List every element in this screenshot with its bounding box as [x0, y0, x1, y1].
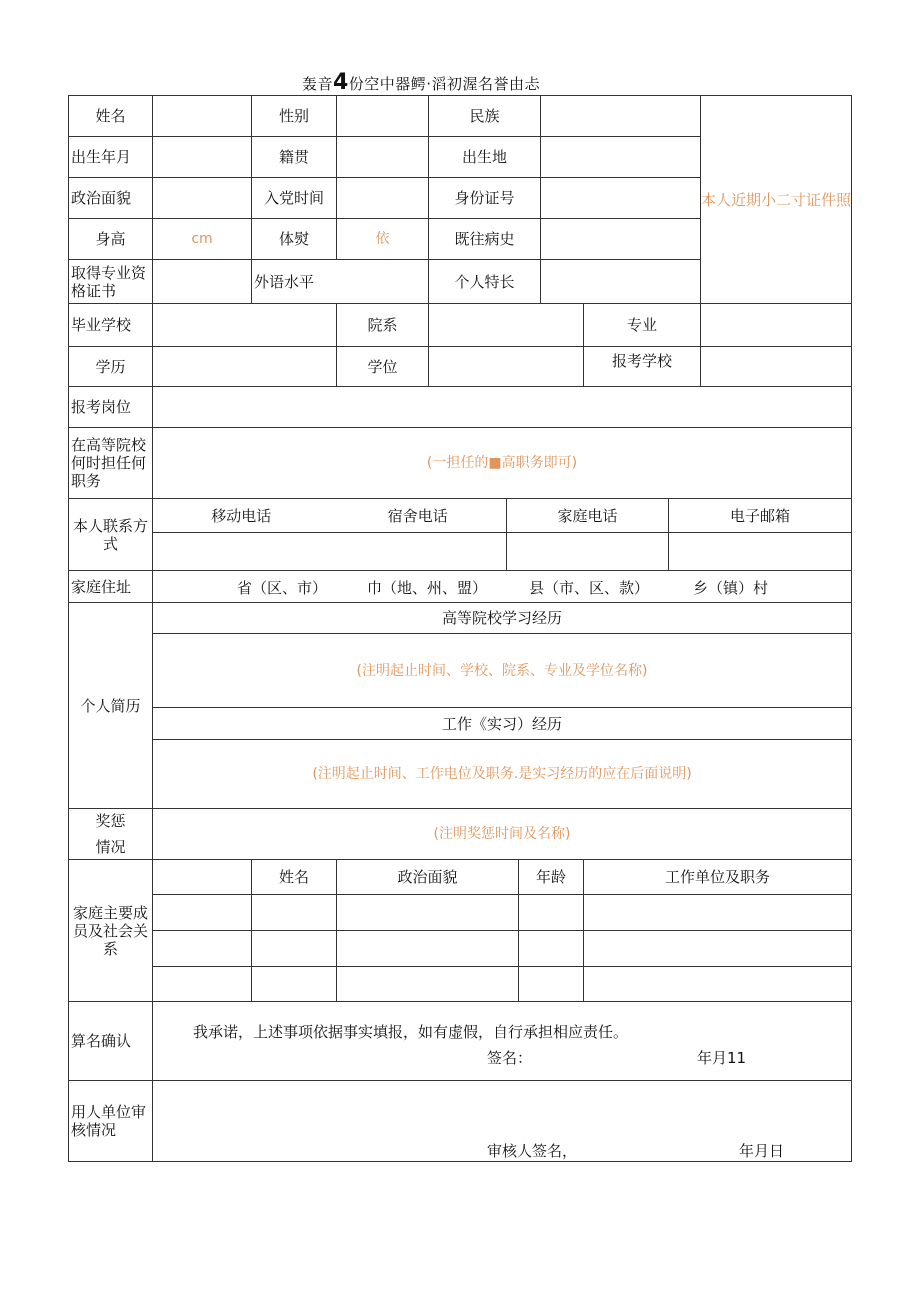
family-row-2-work[interactable] — [584, 931, 852, 967]
family-row-3-work[interactable] — [584, 967, 852, 1002]
award-field[interactable]: (注明奖惩时间及名称) — [153, 809, 852, 860]
mobile-dorm-field[interactable] — [153, 533, 507, 571]
label-name: 姓名 — [69, 96, 153, 137]
reviewer-sign-label: 审核人签名， — [487, 1142, 578, 1160]
photo-placeholder[interactable]: 本人近期小二寸证件照 — [701, 96, 852, 304]
school-field[interactable] — [153, 304, 337, 347]
label-dorm: 宿舍电话 — [387, 506, 448, 525]
family-row-3-relation[interactable] — [153, 967, 252, 1002]
registration-form-table — [68, 95, 852, 1162]
apply-post-field[interactable] — [153, 387, 852, 428]
address-province: 省（区、市） — [237, 579, 328, 597]
label-family: 家庭主要成员及社会关系 — [69, 860, 153, 1002]
family-row-2-political[interactable] — [337, 931, 519, 967]
label-birth: 出生年月 — [69, 137, 153, 178]
major-field[interactable] — [701, 304, 852, 347]
family-row-1-name[interactable] — [252, 895, 337, 931]
duty-field[interactable]: (一担任的■高职务即可) — [153, 428, 852, 499]
family-row-1-political[interactable] — [337, 895, 519, 931]
home-phone-field[interactable] — [507, 533, 669, 571]
label-award — [69, 809, 153, 860]
edu-field[interactable] — [153, 347, 337, 387]
label-review: 用人单位审核情况 — [69, 1081, 153, 1162]
label-gender: 性别 — [252, 96, 337, 137]
ethnic-field[interactable] — [541, 96, 701, 137]
review-date: 年月日 — [739, 1142, 785, 1160]
party-time-field[interactable] — [337, 178, 429, 219]
family-row-3-age[interactable] — [519, 967, 584, 1002]
label-history: 既往病史 — [429, 219, 541, 260]
family-header-work: 工作单位及职务 — [584, 860, 852, 895]
label-height: 身高 — [69, 219, 153, 260]
label-duty: 在高等院校何时担任何职务 — [69, 428, 153, 499]
skill-field[interactable] — [541, 260, 701, 304]
label-foreign: 外语水平 — [252, 260, 429, 304]
label-address: 家庭住址 — [69, 571, 153, 603]
weight-field[interactable]: 依 — [337, 219, 429, 260]
label-apply-post: 报考岗位 — [69, 387, 153, 428]
label-school: 毕业学校 — [69, 304, 153, 347]
address-county: 县（市、区、款） — [529, 579, 650, 597]
label-apply-school: 报考学校 — [584, 347, 701, 387]
sign-date: 年月11 — [697, 1049, 747, 1067]
birth-field[interactable] — [153, 137, 252, 178]
family-header-name: 姓名 — [252, 860, 337, 895]
label-confirm: 算名确认 — [69, 1002, 153, 1081]
family-row-1-work[interactable] — [584, 895, 852, 931]
name-field[interactable] — [153, 96, 252, 137]
family-header-political: 政治面貌 — [337, 860, 519, 895]
label-ethnic: 民族 — [429, 96, 541, 137]
label-dept: 院系 — [337, 304, 429, 347]
label-mobile: 移动电话 — [211, 506, 272, 525]
label-skill: 个人特长 — [429, 260, 541, 304]
family-row-1-age[interactable] — [519, 895, 584, 931]
label-award-line1: 奖惩 — [95, 812, 126, 830]
political-field[interactable] — [153, 178, 252, 219]
degree-field[interactable] — [429, 347, 584, 387]
study-field[interactable]: (注明起止时间、学校、院系、专业及学位名称) — [153, 634, 852, 708]
label-major: 专业 — [584, 304, 701, 347]
label-contact: 本人联系方式 — [69, 499, 153, 571]
label-cert: 取得专业资格证书 — [69, 260, 153, 304]
label-native: 籍贯 — [252, 137, 337, 178]
family-row-1-relation[interactable] — [153, 895, 252, 931]
family-row-2-age[interactable] — [519, 931, 584, 967]
dept-field[interactable] — [429, 304, 584, 347]
label-id-no: 身份证号 — [429, 178, 541, 219]
form-title: 轰音4份空中器鳄·滔初渥名誉由忐 — [301, 70, 541, 95]
family-row-2-name[interactable] — [252, 931, 337, 967]
email-field[interactable] — [669, 533, 852, 571]
apply-school-field[interactable] — [701, 347, 852, 387]
height-field[interactable]: cm — [153, 219, 252, 260]
label-award-line2: 情况 — [95, 838, 126, 856]
family-header-blank — [153, 860, 252, 895]
label-edu: 学历 — [69, 347, 153, 387]
label-resume: 个人简历 — [69, 603, 153, 809]
label-political: 政治面貌 — [69, 178, 153, 219]
gender-field[interactable] — [337, 96, 429, 137]
native-field[interactable] — [337, 137, 429, 178]
address-town: 乡（镇）村 — [693, 579, 769, 597]
cert-field[interactable] — [153, 260, 252, 304]
label-weight: 体熨 — [252, 219, 337, 260]
sign-label: 签名： — [487, 1049, 533, 1067]
label-email: 电子邮箱 — [669, 499, 852, 533]
family-row-3-political[interactable] — [337, 967, 519, 1002]
contact-header-phones — [153, 499, 507, 533]
birthplace-field[interactable] — [541, 137, 701, 178]
label-degree: 学位 — [337, 347, 429, 387]
label-home: 家庭电话 — [507, 499, 669, 533]
family-row-2-relation[interactable] — [153, 931, 252, 967]
address-city: 巾（地、州、盟） — [367, 579, 488, 597]
family-header-age: 年龄 — [519, 860, 584, 895]
work-title: 工作《实习）经历 — [153, 708, 852, 740]
work-field[interactable]: (注明起止时间、工作电位及职务.是实习经历的应在后面说明) — [153, 740, 852, 809]
label-party-time: 入党时间 — [252, 178, 337, 219]
study-title: 高等院校学习经历 — [153, 603, 852, 634]
promise-text: 我承诺，上述事项依据事实填报，如有虚假，自行承担相应责任。 — [193, 1023, 629, 1041]
label-birthplace: 出生地 — [429, 137, 541, 178]
history-field[interactable] — [541, 219, 701, 260]
id-no-field[interactable] — [541, 178, 701, 219]
family-row-3-name[interactable] — [252, 967, 337, 1002]
